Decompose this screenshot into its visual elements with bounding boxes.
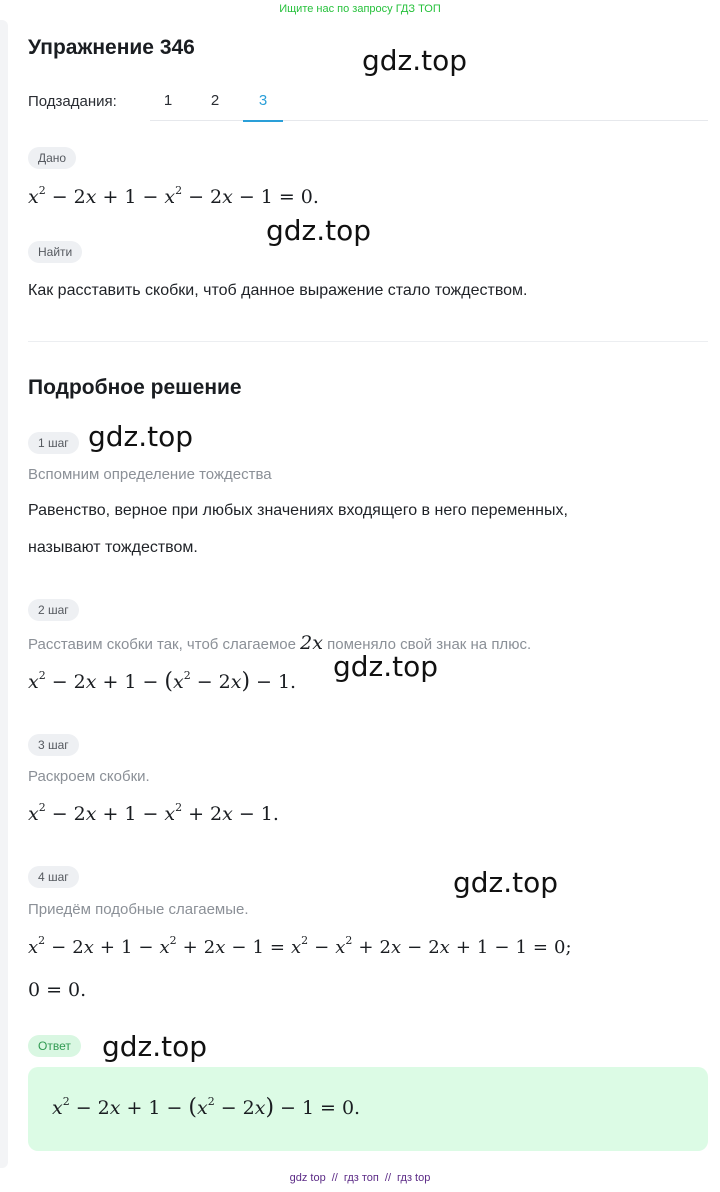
solution-title: Подробное решение (28, 376, 242, 399)
step-2-hint (28, 632, 531, 654)
step-1-text-line: Равенство, верное при любых значениях входящего в него переменных, (28, 502, 568, 519)
footer-link[interactable]: гдз top (397, 1172, 431, 1184)
subtasks-label: Подзадания: (28, 93, 117, 110)
watermark: gdz.top (102, 1030, 208, 1063)
top-banner[interactable]: Ищите нас по запросу ГДЗ ТОП (279, 3, 441, 15)
footer-link[interactable]: гдз топ (343, 1172, 379, 1184)
left-rail (0, 20, 8, 1168)
step-4-expression: $x^2 - 2x + 1 - x^2 + 2x - 1 = x^2 - x^2 + 2x - 2x + 1 - 1 = 0$; (28, 934, 572, 958)
subtasks-divider (150, 120, 708, 121)
step-4-hint: Приедём подобные слагаемые. (28, 901, 249, 918)
answer-expression: $x^2 - 2x + 1 - (x^2 - 2x) - 1 = 0$. (52, 1095, 361, 1120)
watermark: gdz.top (362, 44, 468, 77)
step-3-chip: 3 шаг (28, 734, 79, 756)
exercise-card (28, 0, 708, 1170)
find-chip: Найти (28, 241, 82, 263)
step-2-chip: 2 шаг (28, 599, 79, 621)
given-expression: $x^2 - 2x + 1 - x^2 - 2x - 1 = 0$. (28, 184, 319, 208)
footer-link[interactable]: gdz top (289, 1172, 326, 1184)
watermark: gdz.top (266, 214, 372, 247)
step-2-expression: $x^2 - 2x + 1 - (x^2 - 2x) - 1$. (28, 669, 297, 694)
find-text: Как расставить скобки, чтоб данное выражение стало тождеством. (28, 282, 528, 299)
step-2-hint-math: 2x (300, 632, 323, 654)
watermark: gdz.top (333, 650, 439, 683)
step-1-text-line: называют тождеством. (28, 539, 198, 556)
watermark: gdz.top (88, 420, 194, 453)
step-1-chip: 1 шаг (28, 432, 79, 454)
section-divider (28, 341, 708, 342)
answer-chip: Ответ (28, 1035, 81, 1057)
step-4-chip: 4 шаг (28, 866, 79, 888)
step-1-hint: Вспомним определение тождества (28, 466, 272, 483)
step-2-hint-before: Расставим скобки так, чтоб слагаемое (28, 636, 296, 653)
step-3-hint: Раскроем скобки. (28, 768, 150, 785)
given-chip: Дано (28, 147, 76, 169)
footer-separator: // (331, 1172, 338, 1184)
step-3-expression: $x^2 - 2x + 1 - x^2 + 2x - 1$. (28, 801, 279, 825)
footer-separator: // (384, 1172, 392, 1184)
step-2-hint-after: поменяло свой знак на плюс. (327, 636, 532, 653)
watermark: gdz.top (453, 866, 559, 899)
tab-subtask-3[interactable]: 3 (243, 90, 283, 122)
step-4-result: 0 = 0. (28, 979, 87, 1001)
subtasks-bar (28, 90, 708, 122)
tab-subtask-1[interactable]: 1 (163, 92, 173, 109)
footer-links (0, 1172, 720, 1184)
exercise-title: Упражнение 346 (28, 36, 195, 59)
tab-subtask-2[interactable]: 2 (210, 92, 220, 109)
answer-box (28, 1067, 708, 1151)
